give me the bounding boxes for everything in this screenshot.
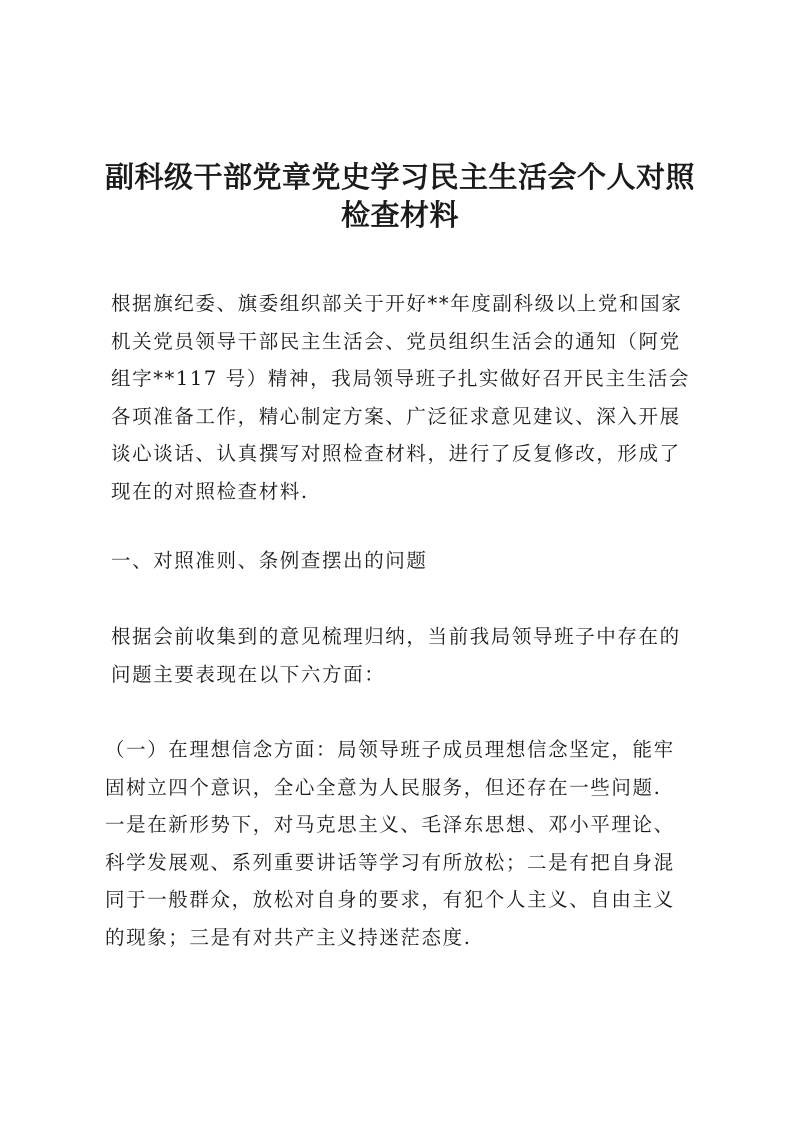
text-line: 机关党员领导干部民主生活会、党员组织生活会的通知（阿党 <box>111 329 681 353</box>
text-line: （一）在理想信念方面：局领导班子成员理想信念坚定，能牢 <box>105 738 675 761</box>
document-title <box>100 158 700 234</box>
text-line: 问题主要表现在以下六方面： <box>111 662 386 686</box>
text-line: 现在的对照检查材料. <box>111 479 309 503</box>
text-line: 组字**117 号）精神，我局领导班子扎实做好召开民主生活会 <box>111 367 690 391</box>
title-line-1: 副科级干部党章党史学习民主生活会个人对照 <box>104 160 695 194</box>
text-line: 一是在新形势下，对马克思主义、毛泽东思想、邓小平理论、 <box>105 813 675 837</box>
text-line: 的现象；三是有对共产主义持迷茫态度. <box>105 925 472 949</box>
text-line: 科学发展观、系列重要讲话等学习有所放松；二是有把自身混 <box>105 850 675 874</box>
text-line: 各项准备工作，精心制定方案、广泛征求意见建议、深入开展 <box>111 404 681 428</box>
heading-line: 一、对照准则、条例查摆出的问题 <box>111 549 428 572</box>
text-line: 根据会前收集到的意见梳理归纳，当前我局领导班子中存在的 <box>111 625 681 648</box>
section-heading <box>111 542 691 580</box>
summary-paragraph <box>111 618 691 693</box>
text-line: 固树立四个意识，全心全意为人民服务，但还存在一些问题. <box>105 775 662 799</box>
title-line-2: 检查材料 <box>340 198 459 232</box>
text-line: 同于一般群众，放松对自身的要求，有犯个人主义、自由主义 <box>105 888 675 912</box>
text-line: 谈心谈话、认真撰写对照检查材料，进行了反复修改，形成了 <box>111 442 681 466</box>
text-line: 根据旗纪委、旗委组织部关于开好**年度副科级以上党和国家 <box>111 292 683 315</box>
intro-paragraph <box>111 285 691 511</box>
ideals-paragraph <box>105 731 685 957</box>
